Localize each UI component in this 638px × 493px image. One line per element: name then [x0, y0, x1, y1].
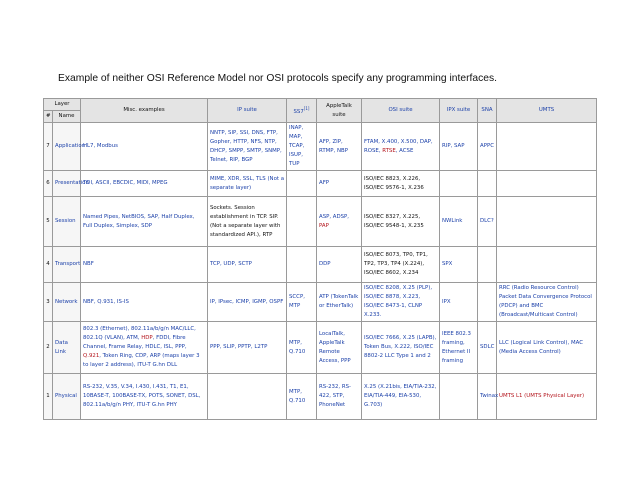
osi-suite-cell: ISO/IEC 8073, TP0, TP1, TP2, TP3, TP4 (X.224), ISO/IEC 8602, X.234 [362, 247, 440, 283]
header-ss7-ref[interactable]: [1] [303, 106, 310, 112]
sna-cell[interactable]: Twinax [478, 374, 497, 420]
header-layer: Layer [44, 99, 81, 111]
ipx-suite-cell[interactable]: IPX [440, 283, 478, 322]
umts-cell[interactable]: LLC (Logical Link Control), MAC (Media Access Control) [497, 322, 597, 374]
osi-link[interactable]: FTAM, X.400, X.500, DAP, ROSE, [364, 138, 433, 154]
layer-number: 3 [44, 283, 53, 322]
osi-link-missing[interactable]: RTSE [382, 147, 396, 154]
appletalk-cell[interactable]: DDP [317, 247, 362, 283]
misc-cell[interactable]: NBF, Q.931, IS-IS [81, 283, 208, 322]
layer-name[interactable]: Application [53, 123, 81, 171]
misc-link-missing[interactable]: HDP [141, 335, 153, 341]
layer-name[interactable]: Transport [53, 247, 81, 283]
ip-suite-cell[interactable]: PPP, SLIP, PPTP, L2TP [208, 322, 287, 374]
sna-cell[interactable]: APPC [478, 123, 497, 171]
misc-link[interactable]: 802.3 (Ethernet), 802.11a/b/g/n MAC/LLC, 802.1Q (VLAN), ATM, [83, 326, 196, 341]
osi-link[interactable]: , ACSE [395, 147, 414, 154]
umts-cell [497, 197, 597, 247]
appletalk-cell[interactable]: ATP (TokenTalk or EtherTalk) [317, 283, 362, 322]
table-row-presentation [44, 171, 597, 197]
umts-cell [497, 171, 597, 197]
header-appletalk: AppleTalk suite [317, 99, 362, 123]
ss7-cell [287, 197, 317, 247]
appletalk-cell[interactable]: AFP [317, 171, 362, 197]
misc-cell[interactable]: RS-232, V.35, V.34, I.430, I.431, T1, E1, 10BASE-T, 100BASE-TX, POTS, SONET, DSL, 802.11a/b/g/n PHY, ITU-T G.hn PHY [81, 374, 208, 420]
sna-cell[interactable]: SDLC [478, 322, 497, 374]
misc-cell [81, 322, 208, 374]
misc-link[interactable]: , FDDI, Fibre Channel, Frame Relay, HDLC, ISL, PPP, [83, 335, 187, 350]
appletalk-cell [317, 197, 362, 247]
ipx-suite-cell[interactable]: SPX [440, 247, 478, 283]
header-sna[interactable]: SNA [478, 99, 497, 123]
layer-number: 2 [44, 322, 53, 374]
ss7-cell[interactable]: INAP, MAP, TCAP, ISUP, TUP [287, 123, 317, 171]
umts-cell [497, 247, 597, 283]
misc-link[interactable]: , Token Ring, CDP, ARP (maps layer 3 to layer 2 address), ITU-T G.hn DLL [83, 353, 200, 368]
layer-number: 5 [44, 197, 53, 247]
ss7-cell[interactable]: MTP, Q.710 [287, 322, 317, 374]
ss7-cell[interactable]: SCCP, MTP [287, 283, 317, 322]
layer-number: 1 [44, 374, 53, 420]
appletalk-link[interactable]: ASP, ADSP, [319, 213, 350, 220]
table-row-session [44, 197, 597, 247]
umts-link-missing[interactable]: UMTS Physical Layer [526, 393, 582, 399]
layer-number: 7 [44, 123, 53, 171]
ipx-suite-cell[interactable]: IEEE 802.3 framing, Ethernet II framing [440, 322, 478, 374]
table-row-physical [44, 374, 597, 420]
osi-suite-cell: ISO/IEC 8823, X.226, ISO/IEC 9576-1, X.236 [362, 171, 440, 197]
ipx-suite-cell [440, 374, 478, 420]
sna-cell [478, 283, 497, 322]
header-ip-suite[interactable]: IP suite [208, 99, 287, 123]
sna-cell[interactable]: DLC? [478, 197, 497, 247]
table-row-application [44, 123, 597, 171]
header-osi-suite[interactable]: OSI suite [362, 99, 440, 123]
header-umts[interactable]: UMTS [497, 99, 597, 123]
misc-cell[interactable]: Named Pipes, NetBIOS, SAP, Half Duplex, Full Duplex, Simplex, SDP [81, 197, 208, 247]
umts-cell [497, 123, 597, 171]
appletalk-cell[interactable]: AFP, ZIP, RTMP, NBP [317, 123, 362, 171]
layer-number: 6 [44, 171, 53, 197]
header-row-1 [44, 99, 597, 111]
misc-cell[interactable]: TDI, ASCII, EBCDIC, MIDI, MPEG [81, 171, 208, 197]
header-ss7 [287, 99, 317, 123]
appletalk-link-missing[interactable]: PAP [319, 222, 329, 229]
umts-cell [497, 374, 597, 420]
header-ipx-suite[interactable]: IPX suite [440, 99, 478, 123]
sna-cell [478, 247, 497, 283]
umts-cell[interactable]: RRC (Radio Resource Control) Packet Data Convergence Protocol (PDCP) and BMC (Broadcast/Multicast Control) [497, 283, 597, 322]
layer-name[interactable]: Session [53, 197, 81, 247]
ip-suite-cell[interactable]: NNTP, SIP, SSI, DNS, FTP, Gopher, HTTP, NFS, NTP, DHCP, SMPP, SMTP, SNMP, Telnet, RIP, BGP [208, 123, 287, 171]
appletalk-cell[interactable]: RS-232, RS-422, STP, PhoneNet [317, 374, 362, 420]
osi-suite-cell: ISO/IEC 8327, X.225, ISO/IEC 9548-1, X.235 [362, 197, 440, 247]
ip-suite-cell [208, 374, 287, 420]
layer-name[interactable]: Data Link [53, 322, 81, 374]
ipx-suite-cell [440, 171, 478, 197]
layer-name[interactable]: Presentation [53, 171, 81, 197]
misc-link-missing[interactable]: Q.921 [83, 353, 100, 359]
layer-name[interactable]: Network [53, 283, 81, 322]
header-misc: Misc. examples [81, 99, 208, 123]
appletalk-cell[interactable]: LocalTalk, AppleTalk Remote Access, PPP [317, 322, 362, 374]
osi-comparison-table [43, 98, 597, 420]
ss7-cell [287, 171, 317, 197]
header-num: # [44, 111, 53, 123]
ipx-suite-cell[interactable]: NWLink [440, 197, 478, 247]
osi-suite-cell[interactable]: ISO/IEC 8208, X.25 (PLP), ISO/IEC 8878, X.223, ISO/IEC 8473-1, CLNP X.233. [362, 283, 440, 322]
ss7-cell[interactable]: MTP, Q.710 [287, 374, 317, 420]
caption: Example of neither OSI Reference Model nor OSI protocols specify any programming interfaces. [58, 73, 497, 84]
ip-suite-cell: Sockets. Session establishment in TCP. SIP. (Not a separate layer with standardized API.), RTP [208, 197, 287, 247]
table-row-transport [44, 247, 597, 283]
ip-suite-cell[interactable]: MIME, XDR, SSL, TLS (Not a separate layer) [208, 171, 287, 197]
table-row-data-link [44, 322, 597, 374]
sna-cell [478, 171, 497, 197]
header-name: Name [53, 111, 81, 123]
misc-cell[interactable]: HL7, Modbus [81, 123, 208, 171]
osi-suite-cell[interactable]: X.25 (X.21bis, EIA/TIA-232, EIA/TIA-449, EIA-530, G.703) [362, 374, 440, 420]
header-ss7-label[interactable]: SS7 [293, 108, 304, 115]
ss7-cell [287, 247, 317, 283]
osi-suite-cell [362, 123, 440, 171]
ipx-suite-cell[interactable]: RIP, SAP [440, 123, 478, 171]
table-row-network [44, 283, 597, 322]
umts-link[interactable]: UMTS L1 ( [499, 393, 527, 399]
ip-suite-cell[interactable]: IP, IPsec, ICMP, IGMP, OSPF [208, 283, 287, 322]
layer-name[interactable]: Physical [53, 374, 81, 420]
osi-suite-cell[interactable]: ISO/IEC 7666, X.25 (LAPB), Token Bus, X.222, ISO/IEC 8802-2 LLC Type 1 and 2 [362, 322, 440, 374]
layer-number: 4 [44, 247, 53, 283]
misc-cell[interactable]: NBF [81, 247, 208, 283]
umts-link[interactable]: ) [581, 393, 585, 399]
ip-suite-cell[interactable]: TCP, UDP, SCTP [208, 247, 287, 283]
